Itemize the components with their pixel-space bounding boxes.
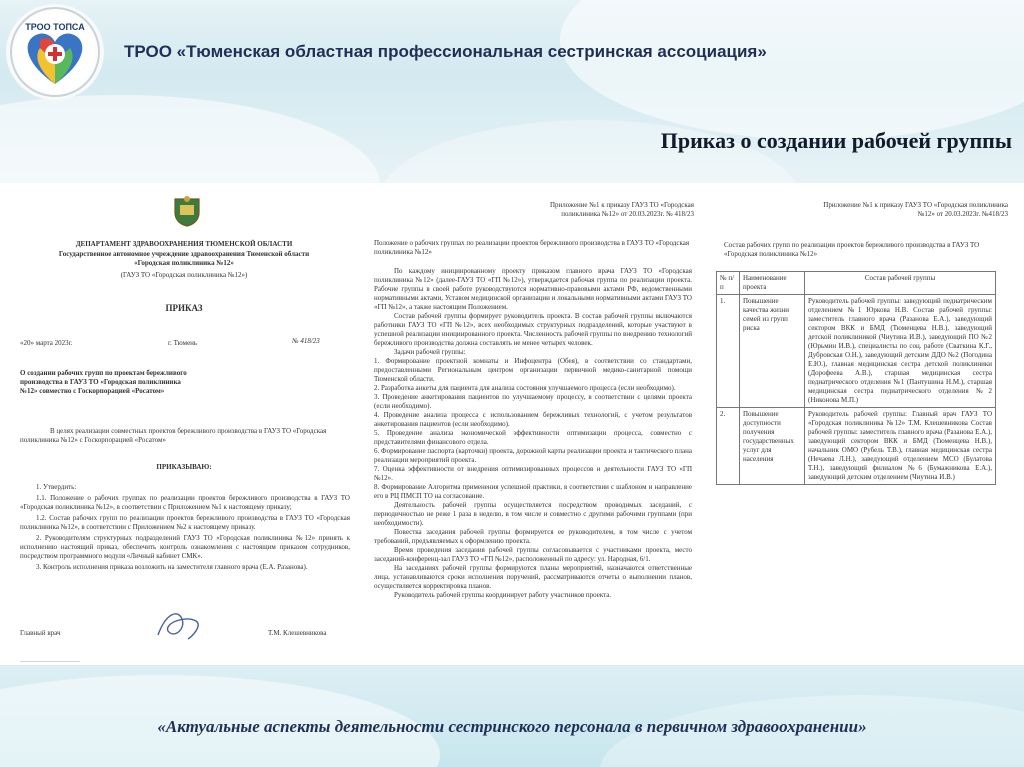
- table-cell: Руководитель рабочей группы: Главный врач ГАУЗ ТО «Городская поликлиника №12» Т.М. Клешевникова Состав рабочей группы: заместитель главного врача (Разанова Е.А.), заведующий сектором ВКК и БМД (Тюменцева Н.В.), начальник ОМО (Рубель Т.В.), главная медицинская сестра (Нечаева Л.Н.), заведующий отделением МСО (Булатова Т.Н.), заведующий филиалом №6 (Бумажникова Е.А.), заведующий детским отделением (Чиутина И.В.): [805, 408, 996, 485]
- regulation-paragraph: На заседаниях рабочей группы формируются планы мероприятий, назначаются ответственные лица, устанавливаются сроки исполнения поручений, рассматриваются отчеты о выполнении планов, осуществляется корректировка планов.: [374, 564, 692, 590]
- documents-area: [0, 183, 1024, 665]
- regulation-paragraph: 6. Формирование паспорта (карточки) проекта, дорожной карты реализации проекта и тактического плана реализации мероприятий проекта.: [374, 447, 692, 464]
- table-header-row: [717, 272, 996, 295]
- order-item: 2. Руководителям структурных подразделений ГАУЗ ТО «Городская поликлиника №12» принять к исполнению настоящий приказ, обеспечить контроль ознакомления с настоящим приказом сотрудников, посредством программного модуля «Личный кабинет СМК».: [20, 534, 350, 560]
- regulation-paragraph: 4. Проведение анализа процесса с использованием бережливых технологий, с учетом результатов анкетирования пациентов (если необходимо).: [374, 411, 692, 428]
- order-items: [20, 483, 350, 572]
- table-cell: Повышение доступности получения государственных услуг для населения: [740, 408, 805, 485]
- table-header-cell: Наименование проекта: [740, 272, 805, 295]
- table-cell: 2.: [717, 408, 740, 485]
- regulation-paragraph: 7. Оценка эффективности от внедрения оптимизированных процессов и деятельности ГАУЗ ТО «ГП №12».: [374, 465, 692, 482]
- association-logo: [6, 4, 104, 100]
- regulation-paragraph: По каждому инициированному проекту приказом главного врача ГАУЗ ТО «Городская поликлиника №12» (далее-ГАУЗ ТО «ГП №12»), утверждается рабочая группа по реализации проекта. Рабочие группы в своей работе руководствуются нормативно-правовыми актами РФ, ведомственными нормативными актами, Уставом медицинской организации и локальными нормативными актами ГАУЗ ТО «ГП №12», а также настоящим Положением.: [374, 267, 692, 311]
- table-cell: Повышение качества жизни семей из групп риска: [740, 295, 805, 408]
- order-item: 3. Контроль исполнения приказа возложить на заместителя главного врача (Е.А. Разанова).: [36, 563, 308, 571]
- regulation-paragraph: 2. Разработка анкеты для пациента для анализа состояния улучшаемого процесса (если необходимо).: [374, 384, 676, 392]
- table-cell: 1.: [717, 295, 740, 408]
- regulation-paragraph: Деятельность рабочей группы осуществляется посредством проводимых заседаний, с периодичностью не реже 1 раза в неделю, в том числе и совместно с другими рабочими группами (при необходимости).: [374, 501, 692, 527]
- regulation-paragraph: Состав рабочей группы формирует руководитель проекта. В состав рабочей группы включаются работники ГАУЗ ТО «ГП №12», всех необходимых структурных подразделений, которые участвуют в успешной реализации инициированного проекта. Численность рабочей группы по внедрению технологий бережливого производства должна составлять не менее четырех человек.: [374, 312, 692, 347]
- regulation-paragraph: 8. Формирование Алгоритма применения успешной практики, в соответствии с шаблоном и направление его в РЦ ПМСП ТО на согласование.: [374, 483, 692, 500]
- regulation-title: Положение о рабочих группах по реализации проектов бережливого производства в ГАУЗ ТО «Городская поликлиника №12»: [374, 239, 690, 256]
- organization-title: ТРОО «Тюменская областная профессиональная сестринская ассоциация»: [124, 42, 767, 61]
- regulation-paragraph: Повестка заседания рабочей группы формируется ее руководителем, в том числе с учетом требований, предъявляемых к оформлению проекта.: [374, 528, 692, 545]
- order-number: № 418/23: [292, 337, 320, 345]
- regulation-paragraph: Руководитель рабочей группы координирует работу участников проекта.: [394, 591, 612, 599]
- institution-short-name: (ГАУЗ ТО «Городская поликлиника №12»): [120, 271, 248, 279]
- signer-role: Главный врач: [20, 629, 61, 637]
- department-name: ДЕПАРТАМЕНТ ЗДРАВООХРАНЕНИЯ ТЮМЕНСКОЙ ОБЛАСТИ: [75, 240, 293, 248]
- composition-table: [716, 271, 996, 485]
- composition-appendix: Приложение №1 к приказу ГАУЗ ТО «Городская поликлиника №12» от 20.03.2023г. №418/23: [823, 201, 1008, 218]
- slide-title: Приказ о создании рабочей группы: [660, 128, 1012, 153]
- regulation-paragraph: 3. Проведение анкетирования пациентов по улучшаемому процессу, в соответствии с целями проекта (если необходимо).: [374, 393, 692, 410]
- composition-document: [700, 191, 1016, 591]
- regulation-document: [366, 191, 698, 681]
- table-header-cell: Состав рабочей группы: [805, 272, 996, 295]
- order-heading: ПРИКАЗ: [165, 303, 203, 313]
- heart-logo-icon: [6, 4, 104, 100]
- table-cell: Руководитель рабочей группы: заведующий педиатрическим отделением №1 Юркова Н.В. Состав рабочей группы: заместитель главного врача (Разанова Е.А.), заведующий сектором ВКК и БМД (Тюменцева Н.В.), заведующий детской поликлиникой (Чиутина И.В.), заведующий ПО №2 (Юрьмин И.В.), специалисты по соц. работе (Сваткина К.Г., Дубровская О.Н.), заведующий детским ДДО №2 (Погодина Е.Ю.), главная медицинская сестра детской поликлиники (Дорофеева А.В.), старшая медицинская сестра педиатрического отделения №1 (Пантушина Н.М.), старшая медицинская сестра педиатрического отделения №2 (Никонова М.П.): [805, 295, 996, 408]
- composition-title: Состав рабочих групп по реализации проектов бережливого производства в ГАУЗ ТО «Городская поликлиника №12»: [724, 241, 980, 258]
- order-command: ПРИКАЗЫВАЮ:: [156, 463, 212, 471]
- regulation-body: [374, 267, 692, 600]
- order-date: «20» марта 2023г.: [20, 339, 73, 347]
- institution-name: Государственное автономное учреждение здравоохранения Тюменской области «Городская поликлиника №12»: [58, 250, 310, 267]
- order-item: 1. Утвердить:: [36, 483, 77, 491]
- order-document: [10, 191, 358, 681]
- order-item: 1.1. Положение о рабочих группах по реализации проектов бережливого производства в ГАУЗ ТО «Городская поликлиника №12», в соответствии с Приложением №1 к настоящему приказу;: [20, 494, 350, 511]
- regulation-paragraph: Время проведения заседания рабочей группы согласовывается с участниками проекта, место заседаний-конференц-зал ГАУЗ ТО «ГП №12», расположенный по адресу: ул. Народная, 6/1.: [374, 546, 692, 563]
- table-header-cell: № п/п: [717, 272, 740, 295]
- logo-text: ТРОО ТОПСА: [25, 22, 85, 32]
- order-intro: В целях реализации совместных проектов бережливого производства в ГАУЗ ТО «Городская поликлиника №12» с Госкорпорацией «Росатом»: [20, 427, 327, 444]
- table-row: [717, 295, 996, 408]
- order-city: г. Тюмень: [168, 339, 198, 347]
- coat-of-arms-icon: [172, 195, 202, 227]
- footer-caption: «Актуальные аспекты деятельности сестринского персонала в первичном здравоохранении»: [157, 717, 867, 736]
- regulation-appendix: Приложение №1 к приказу ГАУЗ ТО «Городская поликлиника №12» от 20.03.2023г. № 418/23: [549, 201, 694, 218]
- footer-background: [0, 665, 1024, 767]
- order-subject: О создании рабочих групп по проектам бережливого производства в ГАУЗ ТО «Городская поликлиника №12» совместно с Госкорпорацией «Росатом»: [20, 369, 187, 395]
- header-background: [0, 0, 1024, 185]
- table-row: [717, 408, 996, 485]
- regulation-paragraph: Задачи рабочей группы:: [394, 348, 466, 356]
- regulation-paragraph: 5. Проведение анализа экономической эффективности оптимизации процесса, совместно с представителями финансового отдела.: [374, 429, 692, 446]
- order-item: 1.2. Состав рабочих групп по реализации проектов бережливого производства в ГАУЗ ТО «Городская поликлиника №12», в соответствии с Приложением №2 к настоящему приказу.: [20, 514, 350, 531]
- signature-icon: [152, 605, 208, 645]
- signer-name: Т.М. Клешевникова: [268, 629, 327, 637]
- regulation-paragraph: 1. Формирование проектной комнаты и Инфоцентра (Обея), в соответствии со стандартами, предоставленными Региональным центром организации первичной медико-санитарной помощи Тюменской области.: [374, 357, 692, 383]
